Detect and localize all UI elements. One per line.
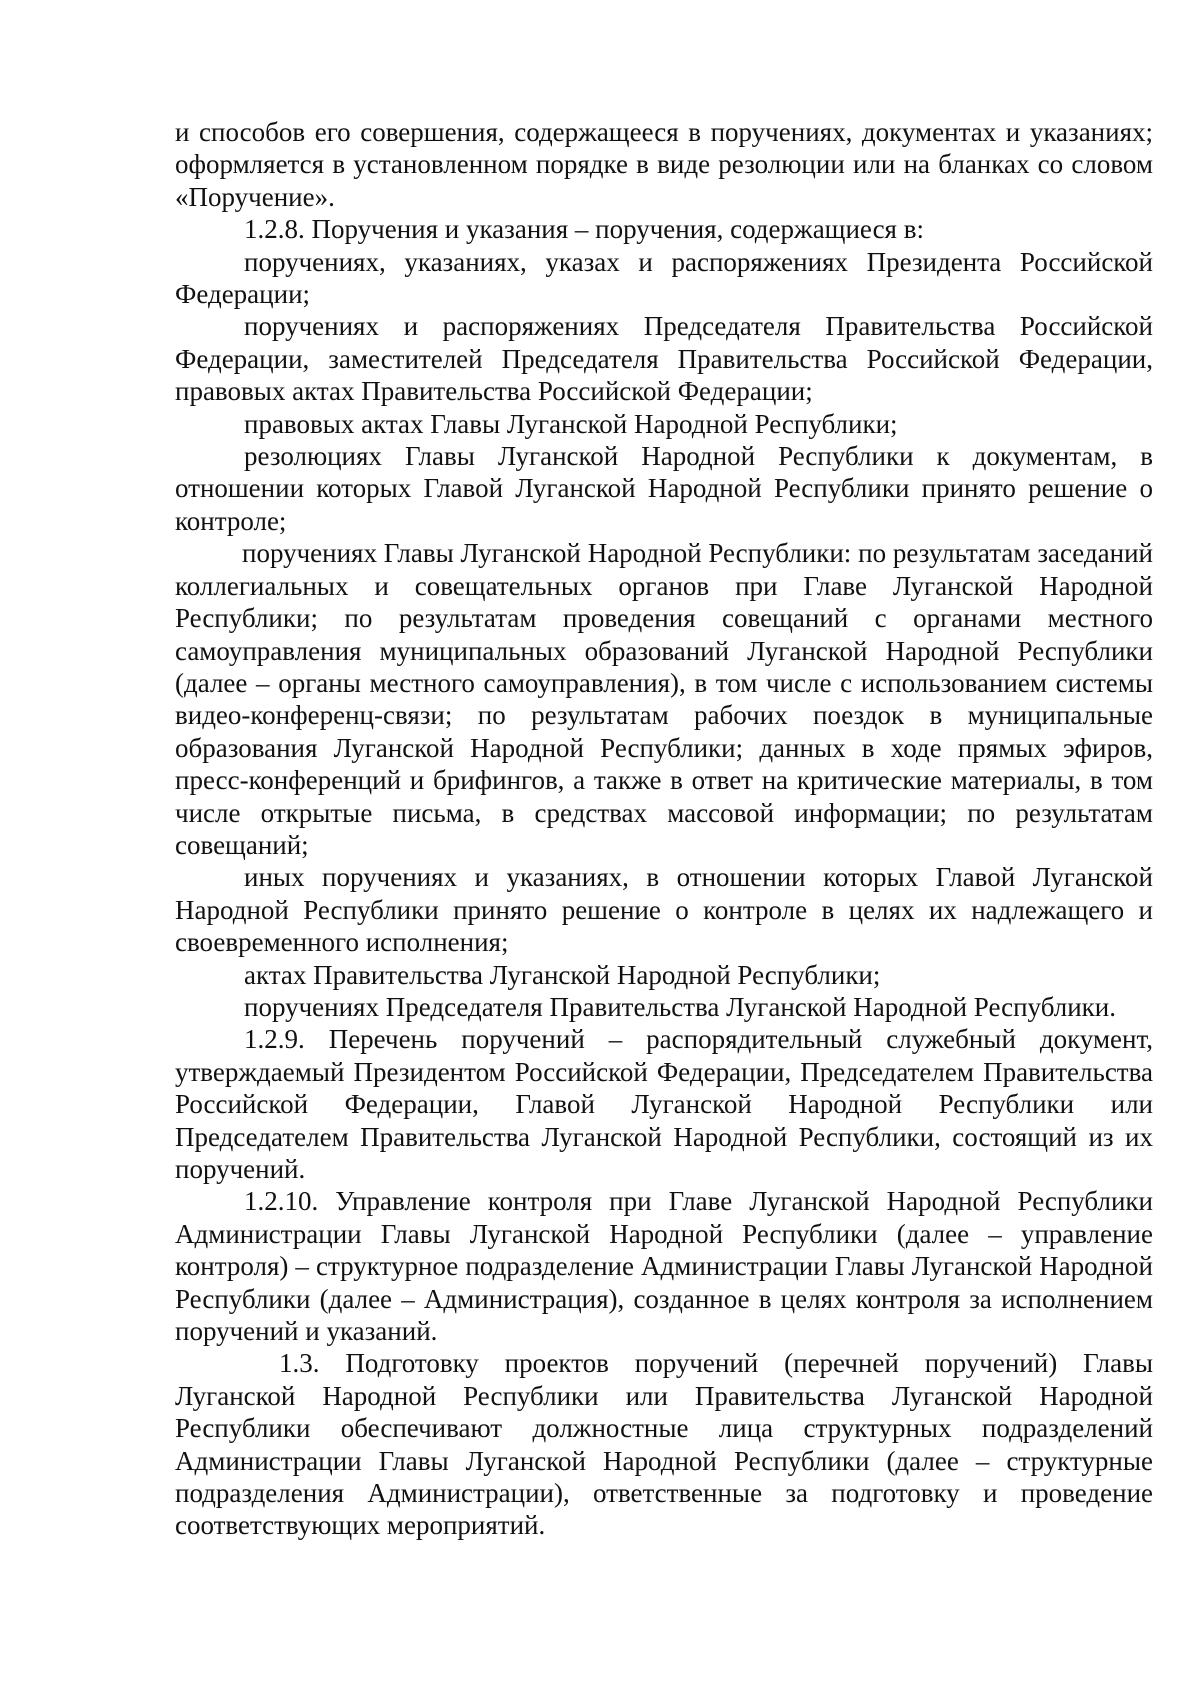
paragraph-other-orders: иных поручениях и указаниях, в отношении которых Главой Луганской Народной Республики принято решение о контроле в целях их надлежащего и своевременного исполнения; — [175, 862, 1153, 958]
paragraph-government-rf-orders: поручениях и распоряжениях Председателя Правительства Российской Федерации, заместителей Председателя Правительства Российской Федерации, правовых актах Правительства Российской Федерации; — [175, 311, 1153, 407]
paragraph-1-2-10: 1.2.10. Управление контроля при Главе Луганской Народной Республики Администрации Главы Луганской Народной Республики (далее – управление контроля) – структурное подразделение Администрации Главы Луганской Народной Республики (далее – Администрация), созданное в целях контроля за исполнением поручений и указаний. — [175, 1186, 1153, 1347]
paragraph-government-acts: актах Правительства Луганской Народной Республики; — [244, 959, 881, 990]
paragraph-head-legal-acts: правовых актах Главы Луганской Народной Республики; — [244, 408, 898, 439]
document-page — [175, 116, 1153, 1542]
paragraph-1-3: 1.3. Подготовку проектов поручений (перечней поручений) Главы Луганской Народной Республики или Правительства Луганской Народной Республики обеспечивают должностные лица структурных подразделений Администрации Главы Луганской Народной Республики (далее – структурные подразделения Администрации), ответственные за подготовку и проведение соответствующих мероприятий. — [175, 1348, 1153, 1541]
paragraph-head-orders: поручениях Главы Луганской Народной Республики: по результатам заседаний коллегиальных и совещательных органов при Главе Луганской Народной Республики; по результатам проведения совещаний с органами местного самоуправления муниципальных образований Луганской Народной Республики (далее – органы местного самоуправления), в том числе с использованием системы видео-конференц-связи; по результатам рабочих поездок в муниципальные образования Луганской Народной Республики; данных в ходе прямых эфиров, пресс-конференций и брифингов, а также в ответ на критические материалы, в том числе открытые письма, в средствах массовой информации; по результатам совещаний; — [175, 538, 1153, 860]
paragraph-1-2-9: 1.2.9. Перечень поручений – распорядительный служебный документ, утверждаемый Президентом Российской Федерации, Председателем Правительства Российской Федерации, Главой Луганской Народной Республики или Председателем Правительства Луганской Народной Республики, состоящий из их поручений. — [175, 1024, 1153, 1184]
paragraph-head-resolutions: резолюциях Главы Луганской Народной Республики к документам, в отношении которых Главой Луганской Народной Республики принято решение о контроле; — [175, 441, 1153, 536]
paragraph-president-orders: поручениях, указаниях, указах и распоряжениях Президента Российской Федерации; — [175, 246, 1153, 310]
paragraph-continuation: и способов его совершения, содержащееся в поручениях, документах и указаниях; оформляется в установленном порядке в виде резолюции или на бланках со словом «Поручение». — [175, 117, 1153, 212]
paragraph-1-2-8: 1.2.8. Поручения и указания – поручения, содержащиеся в: — [244, 214, 924, 245]
paragraph-chairman-orders: поручениях Председателя Правительства Луганской Народной Республики. — [244, 991, 1117, 1022]
